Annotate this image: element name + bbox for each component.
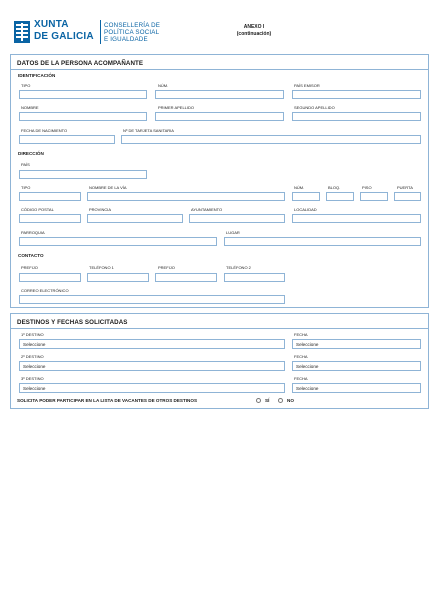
logo-line-2: DE GALICIA bbox=[34, 31, 94, 42]
date-1-select[interactable]: Seleccione bbox=[292, 339, 421, 349]
document-header bbox=[14, 18, 426, 48]
first-surname-input[interactable] bbox=[155, 112, 284, 121]
id-type-input[interactable] bbox=[19, 90, 147, 99]
address-heading: DIRECCIÓN bbox=[18, 151, 44, 156]
block-input[interactable] bbox=[326, 192, 354, 201]
email-input[interactable] bbox=[19, 295, 285, 304]
companion-section: DATOS DE LA PERSONA ACOMPAÑANTE IDENTIFICACIÓN TIPO NÚM. PAÍS EMISOR NOMBRE PRIMER APELLIDO SEGUNDO APELLIDO FECHA DE NACIMIENTO Nº DE TARJETA SANITARIA DIRECCIÓN PAÍS TIPO NOMBRE DE LA VÍA NÚM. BLOQ. PISO PUERTA CÓDIGO POSTAL PROVINCIA AYUNTAMIENTO LOCALIDAD PARROQUIA LUGAR CONTACTO PREFIJO TELÉFONO 1 PREFIJO TELÉFONO 2 CORREO ELECTRÓNICO bbox=[10, 54, 429, 308]
vacancies-no-radio[interactable] bbox=[278, 398, 283, 403]
locality-input[interactable] bbox=[292, 214, 421, 223]
phone2-prefix-input[interactable] bbox=[155, 273, 217, 282]
vacancies-yes-radio[interactable] bbox=[256, 398, 261, 403]
xunta-emblem-icon bbox=[14, 21, 30, 43]
destination-3-select[interactable]: Seleccione bbox=[19, 383, 285, 393]
contact-heading: CONTACTO bbox=[18, 253, 44, 258]
second-surname-input[interactable] bbox=[292, 112, 421, 121]
yes-label: SÍ bbox=[265, 398, 270, 403]
date-2-select[interactable]: Seleccione bbox=[292, 361, 421, 371]
section-title: DATOS DE LA PERSONA ACOMPAÑANTE bbox=[17, 60, 144, 67]
logo-line-1: XUNTA bbox=[34, 19, 69, 30]
phone2-input[interactable] bbox=[224, 273, 285, 282]
municipality-input[interactable] bbox=[189, 214, 285, 223]
annex-heading: ANEXO I (continuación) bbox=[236, 24, 272, 37]
place-input[interactable] bbox=[224, 237, 421, 246]
destinations-section: DESTINOS Y FECHAS SOLICITADAS 1º DESTINO FECHA Seleccione Seleccione 2º DESTINO FECHA Seleccione Seleccione 3º DESTINO FECHA Seleccione Seleccione SOLICITA PODER PARTICIPAR EN LA LISTA DE VACANTES DE OTROS DESTINOS SÍ NO bbox=[10, 313, 429, 409]
door-input[interactable] bbox=[394, 192, 421, 201]
department-name: CONSELLERÍA DE POLÍTICA SOCIAL E IGUALDADE bbox=[104, 22, 161, 43]
province-input[interactable] bbox=[87, 214, 183, 223]
no-label: NO bbox=[287, 398, 294, 403]
phone1-input[interactable] bbox=[87, 273, 149, 282]
health-card-input[interactable] bbox=[121, 135, 421, 144]
postal-code-input[interactable] bbox=[19, 214, 81, 223]
vacancies-question: SOLICITA PODER PARTICIPAR EN LA LISTA DE VACANTES DE OTROS DESTINOS bbox=[17, 398, 198, 403]
destination-1-select[interactable]: Seleccione bbox=[19, 339, 285, 349]
xunta-logo bbox=[14, 18, 104, 46]
phone1-prefix-input[interactable] bbox=[19, 273, 81, 282]
identification-heading: IDENTIFICACIÓN bbox=[18, 73, 56, 78]
street-type-input[interactable] bbox=[19, 192, 81, 201]
id-number-input[interactable] bbox=[155, 90, 284, 99]
parish-input[interactable] bbox=[19, 237, 217, 246]
country-input[interactable] bbox=[19, 170, 147, 179]
issuing-country-input[interactable] bbox=[292, 90, 421, 99]
floor-input[interactable] bbox=[360, 192, 388, 201]
section-title: DESTINOS Y FECHAS SOLICITADAS bbox=[17, 319, 128, 326]
section-divider bbox=[11, 328, 428, 329]
street-name-input[interactable] bbox=[87, 192, 285, 201]
birth-date-input[interactable] bbox=[19, 135, 115, 144]
section-divider bbox=[11, 69, 428, 70]
date-3-select[interactable]: Seleccione bbox=[292, 383, 421, 393]
destination-2-select[interactable]: Seleccione bbox=[19, 361, 285, 371]
street-number-input[interactable] bbox=[292, 192, 320, 201]
logo-divider bbox=[100, 20, 101, 44]
first-name-input[interactable] bbox=[19, 112, 147, 121]
